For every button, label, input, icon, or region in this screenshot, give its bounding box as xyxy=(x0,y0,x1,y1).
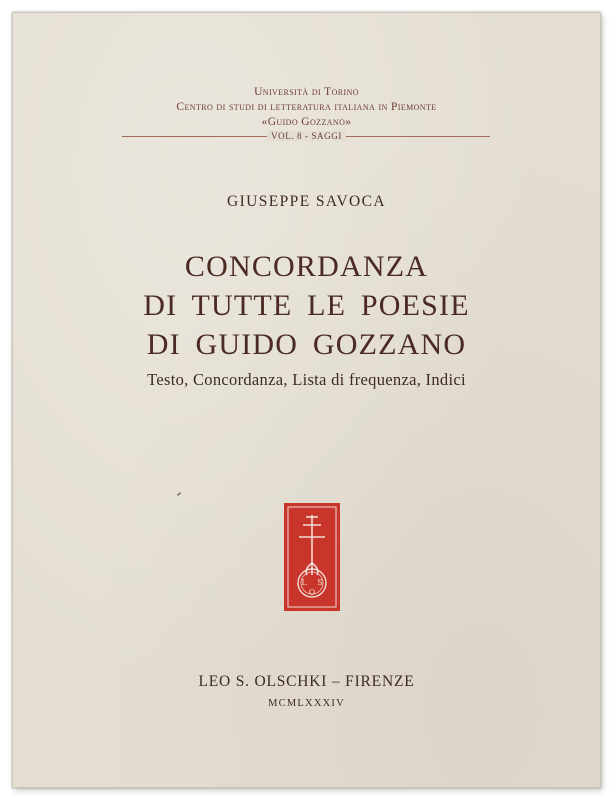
publisher-emblem-icon xyxy=(284,503,340,611)
series-centre-name: «Guido Gozzano» xyxy=(261,116,352,128)
series-volume-text: VOL. 8 - SAGGI xyxy=(267,131,346,141)
publisher-name: LEO S. OLSCHKI – FIRENZE xyxy=(198,673,415,690)
series-volume xyxy=(13,131,600,141)
series-university: Università di Torino xyxy=(254,86,359,98)
book-title-line-2: DI TUTTE LE POESIE xyxy=(143,289,470,322)
paper-speck xyxy=(177,492,181,496)
emblem-letter-l: L xyxy=(301,578,307,587)
emblem-letter-o: O xyxy=(308,588,316,597)
book-cover xyxy=(12,12,601,788)
emblem-letter-s: S xyxy=(317,578,323,587)
book-author: GIUSEPPE SAVOCA xyxy=(227,193,386,210)
series-centre: Centro di studi di letteratura italiana in Piemonte xyxy=(176,101,437,113)
publication-year: MCMLXXXIV xyxy=(268,698,345,709)
book-title-line-1: CONCORDANZA xyxy=(184,250,429,283)
book-title-line-3: DI GUIDO GOZZANO xyxy=(146,328,467,361)
book-subtitle: Testo, Concordanza, Lista di frequenza, Indici xyxy=(147,370,466,389)
